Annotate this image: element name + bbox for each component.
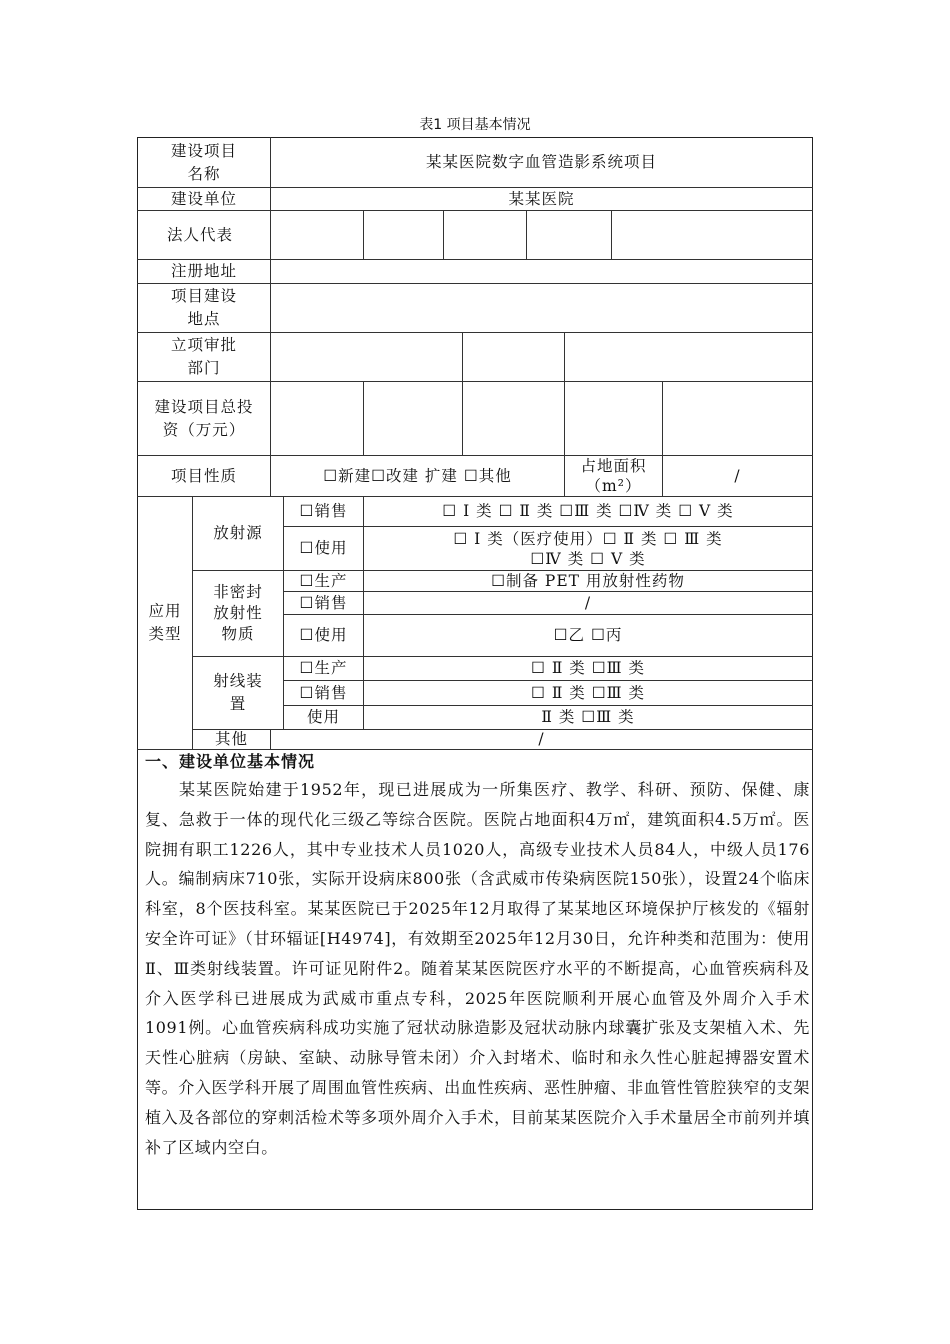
project-name-value: 某某医院数字血管造影系统项目	[425, 153, 657, 171]
radiation-source-use-classes: ☐ Ⅰ 类（医疗使用）☐ Ⅱ 类 ☐ Ⅲ 类 ☐Ⅳ 类 ☐ Ⅴ 类	[453, 529, 723, 568]
col-line	[611, 210, 612, 259]
radiation-source-sell-classes: ☐ Ⅰ 类 ☐ Ⅱ 类 ☐Ⅲ 类 ☐Ⅳ 类 ☐ Ⅴ 类	[442, 502, 734, 520]
col-line	[363, 210, 364, 259]
col-line	[526, 210, 527, 259]
section-title: 一、建设单位基本情况	[145, 752, 316, 771]
unsealed-use-value: ☐乙 ☐丙	[553, 626, 623, 644]
unsealed-use: ☐使用	[299, 626, 348, 644]
unsealed-sell: ☐销售	[299, 593, 348, 612]
col-line	[363, 381, 364, 455]
legal-rep-label: 法人代表	[167, 225, 234, 244]
nature-options: ☐新建☐改建 扩建 ☐其他	[323, 466, 512, 485]
ray-device-label: 射线装 置	[213, 672, 263, 713]
unsealed-material-label: 非密封 放射性 物质	[213, 583, 263, 643]
area-label: 占地面积 （m²）	[580, 457, 647, 495]
unsealed-produce: ☐生产	[299, 571, 348, 590]
unsealed-produce-value: ☐制备 PET 用放射性药物	[491, 571, 685, 590]
investment-label: 建设项目总投 资（万元）	[154, 397, 254, 439]
ray-device-produce-value: ☐ Ⅱ 类 ☐Ⅲ 类	[531, 659, 645, 677]
table-caption: 表1 项目基本情况	[419, 117, 531, 133]
col-line	[564, 332, 565, 381]
radiation-source-label: 放射源	[213, 524, 263, 542]
radiation-source-use: ☐使用	[299, 539, 348, 557]
ray-device-produce: ☐生产	[299, 659, 348, 677]
ray-device-sell: ☐销售	[299, 683, 348, 702]
section-body: 某某医院始建于1952年，现已进展成为一所集医疗、教学、科研、预防、保健、康复、急救于一体的现代化三级乙等综合医院。医院占地面积4万㎡，建筑面积4.5万㎡。医院拥有职工1226人，其中专业技术人员1020人，高级专业技术人员84人，中级人员176人。编制病床710张，实际开设病床800张（含武威市传染病医院150张），设置24个临床科室，8个医技科室。某某医院已于2025年12月取得了某某地区环境保护厅核发的《辐射安全许可证》（甘环辐证[H4974]，有效期至2025年12月30日，允许种类和范围为：使用Ⅱ、Ⅲ类射线装置。许可证见附件2。随着某某医院医疗水平的不断提高，心血管疾病科及介入医学科已进展成为武威市重点专科，2025年医院顺利开展心血管及外周介入手术1091例。心血管疾病科成功实施了冠状动脉造影及冠状动脉内球囊扩张及支架植入术、先天性心脏病（房缺、室缺、动脉导管未闭）介入封堵术、临时和永久性心脏起搏器安置术等。介入医学科开展了周围血管性疾病、出血性疾病、恶性肿瘤、非血管性管腔狭窄的支架植入及各部位的穿刺活检术等多项外周介入手术，目前某某医院介入手术量居全市前列并填补了区域内空白。	[145, 780, 810, 1157]
approval-label: 立项审批 部门	[170, 336, 237, 377]
other-label: 其他	[214, 730, 248, 748]
site-label: 项目建设 地点	[170, 287, 237, 328]
unit-value: 某某医院	[508, 189, 575, 208]
other-value: /	[538, 730, 545, 748]
unsealed-sell-value: /	[584, 593, 592, 612]
address-label: 注册地址	[170, 262, 237, 280]
radiation-source-sell: ☐销售	[299, 502, 348, 520]
unit-label: 建设单位	[170, 189, 237, 208]
col-line	[443, 210, 444, 259]
nature-label: 项目性质	[170, 466, 237, 485]
col-line	[462, 332, 463, 381]
ray-device-sell-value: ☐ Ⅱ 类 ☐Ⅲ 类	[531, 683, 645, 702]
ray-device-use-value: Ⅱ 类 ☐Ⅲ 类	[541, 708, 635, 726]
application-type-label: 应用 类型	[148, 602, 182, 643]
ray-device-use: 使用	[306, 708, 340, 726]
area-value: /	[734, 466, 741, 485]
project-name-label: 建设项目 名称	[170, 141, 237, 183]
col-line	[462, 381, 463, 455]
